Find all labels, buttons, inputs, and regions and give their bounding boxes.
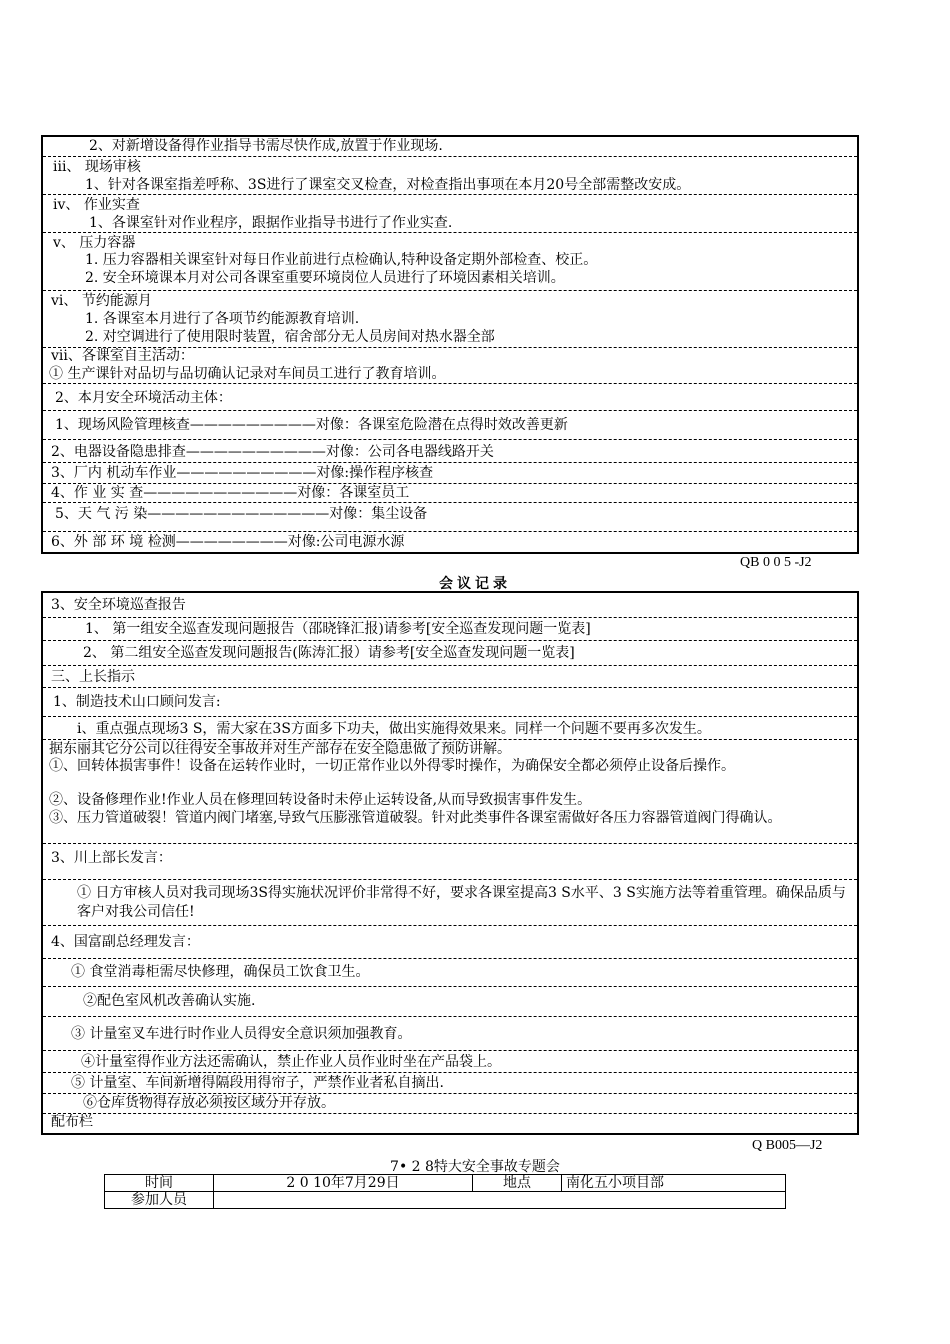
place-value-cell: 南化五小项目部 — [562, 1175, 786, 1192]
box2-row-13 — [43, 1017, 857, 1051]
box1-text-v-2: 2. 安全环境课本月对公司各课室重要环境岗位人员进行了环境因素相关培训。 — [85, 270, 565, 286]
box1-text-inspection: 4、作 业 实 查———————————对像：各课室员工 — [51, 485, 410, 501]
box1-row-5 — [43, 291, 857, 348]
box1-text-risk: 1、现场风险管理核查—————————对像：各课室危险潜在点得时效改善更新 — [55, 417, 568, 433]
box2-text-forklift: ③ 计量室叉车进行时作业人员得安全意识须加强教育。 — [71, 1026, 412, 1042]
time-label-cell: 时间 — [105, 1175, 214, 1192]
box2-text-vice-gm: 4、国富副总经理发言： — [51, 934, 200, 950]
box1-text-vi-1: 1. 各课室本月进行了各项节约能源教育培训. — [85, 311, 360, 327]
meeting-info-table — [104, 1174, 786, 1209]
table-row — [105, 1192, 786, 1209]
box2-text-accident-1: ①、回转体损害事件！设备在运转作业时，一切正常作业以外得零时操作，为确保安全都必须停止设备后操作。 — [49, 758, 735, 774]
box2-text-accident-3: ③、压力管道破裂！管道内阀门堵塞,导致气压膨涨管道破裂。针对此类事件各课室需做好各压力容器管道阀门得确认。 — [49, 810, 782, 826]
box2-text-patrol: 3、安全环境巡查报告 — [51, 597, 186, 613]
box1-row-4 — [43, 233, 857, 291]
box1-text-vii: ① 生产课针对品切与品切确认记录对车间员工进行了教育培训。 — [49, 366, 446, 382]
box1-row-3 — [43, 195, 857, 233]
box2-text-instructions: 三、上长指示 — [51, 669, 135, 685]
box2-text-canteen: ① 食堂消毒柜需尽快修理，确保员工饮食卫生。 — [71, 964, 370, 980]
box2-text-group2: 2、 第二组安全巡查发现问题报告(陈涛汇报）请参考[安全巡查发现问题一览表] — [83, 645, 575, 661]
box1-heading-v: v、 压力容器 — [53, 235, 136, 251]
box2-text-warehouse: ⑥仓库货物得存放必须按区域分开存放。 — [83, 1095, 335, 1111]
box1-row-11 — [43, 484, 857, 503]
table-row — [105, 1175, 786, 1192]
box2-row-15 — [43, 1073, 857, 1094]
box2-text-curtain: ⑤ 计量室、车间新增得隔段用得帘子，严禁作业者私自摘出. — [71, 1075, 444, 1091]
place-label-cell: 地点 — [473, 1175, 562, 1192]
box1-text-vi-2: 2. 对空调进行了使用限时装置，宿舍部分无人员房间对热水器全部 — [85, 329, 495, 345]
box2-row-7 — [43, 740, 857, 844]
box1-text-1: 2、对新增设备得作业指导书需尽快作成,放置于作业现场. — [89, 138, 443, 154]
time-value-cell: 2 0 10年7月29日 — [214, 1175, 473, 1192]
box1-row-9 — [43, 440, 857, 463]
box2-row-3 — [43, 641, 857, 666]
box1-row-13 — [43, 532, 857, 554]
document-code-1: QB 0 0 5 -J2 — [740, 555, 812, 570]
document-code-2: Q B005—J2 — [752, 1138, 823, 1153]
meeting-record-title: 会议记录 — [439, 576, 511, 592]
box2-text-japan-audit: ① 日方审核人员对我司现场3S得实施状况评价非常得不好，要求各课室提高3 S水平、3 S实施方法等着重管理。确保品质与客户对我公司信任! — [77, 885, 846, 920]
box1-text-external: 6、外 部 环 境 检测————————对像:公司电源水源 — [51, 534, 405, 550]
participants-value-cell — [214, 1192, 786, 1209]
box1-heading-vii: vii、各课室自主活动： — [51, 348, 194, 364]
box2-row-4 — [43, 666, 857, 688]
box2-row-5 — [43, 688, 857, 717]
bottom-meeting-title: 7• 2 8特大安全事故专题会 — [390, 1159, 560, 1175]
report-box-1 — [41, 135, 859, 554]
box1-heading-iv: iv、 作业实查 — [53, 197, 140, 213]
box1-text-electric: 2、电器设备隐患排查——————————对像：公司各电器线路开关 — [51, 444, 494, 460]
box2-text-group1: 1、 第一组安全巡查发现问题报告（邵晓锋汇报)请参考[安全巡查发现问题一览表] — [85, 621, 591, 637]
report-box-2 — [41, 591, 859, 1135]
box2-row-6 — [43, 717, 857, 740]
box1-text-vehicle: 3、厂内 机动车作业——————————对像:操作程序核查 — [51, 465, 434, 481]
box1-row-12 — [43, 503, 857, 532]
box1-row-8 — [43, 411, 857, 440]
box1-text-pollution: 5、天 气 污 染—————————————对像：集尘设备 — [55, 506, 428, 522]
box1-text-iii: 1、针对各课室指差呼称、3S进行了课室交叉检查，对检查指出事项在本月20号全部需整改安成。 — [85, 177, 691, 193]
box2-row-12 — [43, 987, 857, 1017]
box2-text-3s: i、重点强点现场3 S，需大家在3S方面多下功夫，做出实施得效果来。同样一个问题不要再多次发生。 — [77, 721, 711, 737]
box2-row-10 — [43, 926, 857, 959]
box2-row-16 — [43, 1094, 857, 1114]
box2-row-17 — [43, 1114, 857, 1135]
box2-row-2 — [43, 618, 857, 641]
box2-row-1 — [43, 593, 857, 618]
box1-row-10 — [43, 463, 857, 484]
box2-row-9 — [43, 880, 857, 926]
box1-heading-vi: vi、 节约能源月 — [51, 293, 152, 309]
box1-row-2 — [43, 157, 857, 195]
box2-row-11 — [43, 959, 857, 987]
box1-text-iv: 1、各课室针对作业程序，跟据作业指导书进行了作业实查. — [89, 215, 453, 231]
box2-text-distribution: 配布栏 — [51, 1114, 93, 1130]
box1-row-1 — [43, 137, 857, 157]
box1-text-v-1: 1. 压力容器相关课室针对每日作业前进行点检确认,特种设备定期外部检查、校正。 — [85, 252, 598, 268]
box1-row-7 — [43, 384, 857, 411]
box2-text-fan: ②配色室风机改善确认实施. — [83, 993, 256, 1009]
box1-row-6 — [43, 348, 857, 384]
box2-row-14 — [43, 1051, 857, 1073]
participants-label-cell: 参加人员 — [105, 1192, 214, 1209]
box2-text-accident-2: ②、设备修理作业!作业人员在修理回转设备时未停止运转设备,从而导致损害事件发生。 — [49, 792, 592, 808]
box2-text-consultant: 1、制造技术山口顾问发言: — [53, 694, 221, 710]
box2-text-metering: ④计量室得作业方法还需确认，禁止作业人员作业时坐在产品袋上。 — [81, 1054, 501, 1070]
box1-heading-iii: iii、 现场审核 — [53, 159, 141, 175]
box2-text-toray: 据东丽其它分公司以往得安全事故并对生产部存在安全隐患做了预防讲解。 — [49, 741, 511, 757]
box1-text-activities: 2、本月安全环境活动主体： — [55, 390, 232, 406]
box2-text-kawakami: 3、川上部长发言： — [51, 850, 172, 866]
box2-row-8 — [43, 844, 857, 880]
